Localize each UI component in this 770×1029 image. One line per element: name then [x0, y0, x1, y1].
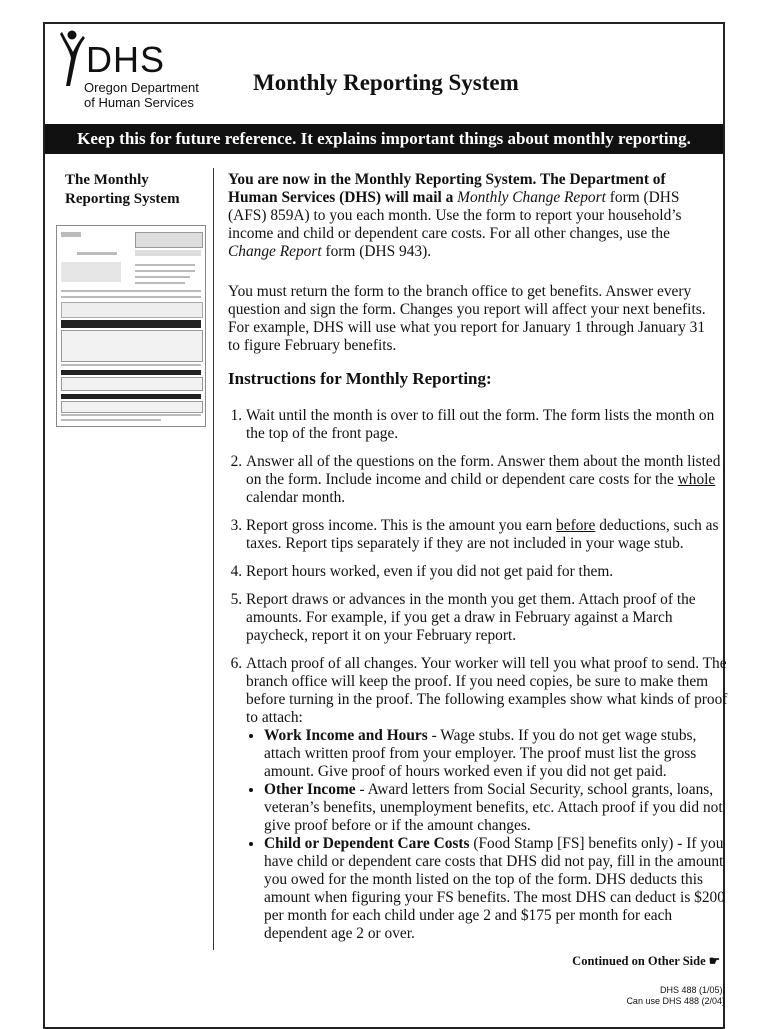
- list-item: 1. Wait until the month is over to fill out the form. The form lists the month on the top of the front page.: [246, 407, 732, 443]
- list-item: 5. Report draws or advances in the month you get them. Attach proof of the amounts. For example, if you get a draw in February against a March paycheck, report it on your February report.: [246, 591, 732, 645]
- agency-name-line1: Oregon Department: [84, 80, 199, 95]
- form-number-line2: Can use DHS 488 (2/04): [626, 996, 725, 1006]
- side-heading: [65, 171, 180, 209]
- column-divider: [213, 168, 214, 950]
- intro-text-b: form (DHS (AFS) 859A) to you each month. Use the form to report your household’s income and child or dependent care costs. For all other changes, use the: [228, 189, 682, 242]
- intro-form-name-2: Change Report: [228, 243, 322, 260]
- step2-text-b: calendar month.: [246, 489, 346, 506]
- return-form-paragraph: You must return the form to the branch office to get benefits. Answer every question and sign the form. Changes you report will affect your next benefits. For example, DHS will use what you report for January 1 through January 31 to figure February benefits.: [228, 283, 706, 354]
- step3-text-a: Report gross income. This is the amount you earn: [246, 517, 557, 534]
- reference-banner: Keep this for future reference. It explains important things about monthly reporting.: [45, 124, 723, 154]
- pointing-hand-icon: ☛: [708, 954, 720, 968]
- step2-text-a: Answer all of the questions on the form. Answer them about the month listed on the form. Include income and child or dependent care costs for the: [246, 453, 721, 488]
- list-item: 4. Report hours worked, even if you did not get paid for them.: [246, 563, 732, 581]
- step6-text: Attach proof of all changes. Your worker will tell you what proof to send. The branch office will keep the proof. If you need copies, be sure to make them before turning in the proof. The following examples show what kinds of proof to attach:: [246, 655, 728, 726]
- list-item: [264, 835, 732, 943]
- list-item: [246, 453, 732, 507]
- agency-name-line2: of Human Services: [84, 95, 194, 110]
- form-number: [626, 985, 725, 1007]
- instructions-heading: Instructions for Monthly Reporting:: [228, 369, 492, 388]
- step2-underlined: whole: [677, 471, 716, 488]
- intro-form-name: Monthly Change Report: [457, 189, 606, 206]
- intro-paragraph: [228, 171, 712, 261]
- page-title: Monthly Reporting System: [253, 70, 519, 95]
- proof-examples-list: [246, 727, 732, 943]
- list-item: [246, 517, 732, 553]
- list-item: [264, 727, 732, 781]
- instructions-list: [228, 407, 732, 953]
- side-heading-line1: The Monthly: [65, 172, 149, 188]
- form-number-line1: DHS 488 (1/05),: [659, 985, 725, 995]
- dhs-logo: [52, 28, 212, 113]
- bullet2-title: Other Income: [264, 781, 356, 798]
- bullet2-text: - Award letters from Social Security, school grants, loans, veteran’s benefits, unemployment benefits, etc. Attach proof if you did not give proof before or if the amount changes.: [264, 781, 723, 834]
- list-item: [246, 655, 732, 943]
- bullet1-title: Work Income and Hours: [264, 727, 428, 744]
- intro-text-c: form (DHS 943).: [321, 243, 432, 260]
- side-heading-line2: Reporting System: [65, 191, 180, 207]
- continued-note: [572, 953, 720, 969]
- step3-underlined: before: [556, 517, 596, 534]
- continued-text: Continued on Other Side: [572, 954, 706, 968]
- bullet3-title: Child or Dependent Care Costs: [264, 835, 470, 852]
- form-thumbnail-image: [56, 225, 206, 427]
- bullet3-text: (Food Stamp [FS] benefits only) - If you have child or dependent care costs that DHS did not pay, fill in the amount you owed for the month listed on the top of the form. DHS deducts this amount when figuring your FS benefits. The most DHS can deduct is $200 per month for each child under age 2 and $175 per month for each dependent age 2 or over.: [264, 835, 725, 942]
- step3-text-b: deductions, such as taxes. Report tips separately if they are not included in your wage stub.: [246, 517, 719, 552]
- intro-text-a: You are now in the Monthly Reporting System. The Department of Human Services (DHS) will mail a: [228, 171, 666, 206]
- agency-short: DHS: [86, 39, 166, 80]
- list-item: [264, 781, 732, 835]
- bullet1-text: - Wage stubs. If you do not get wage stubs, attach written proof from your employer. The proof must list the gross amount. Give proof of hours worked even if you did not get paid.: [264, 727, 697, 780]
